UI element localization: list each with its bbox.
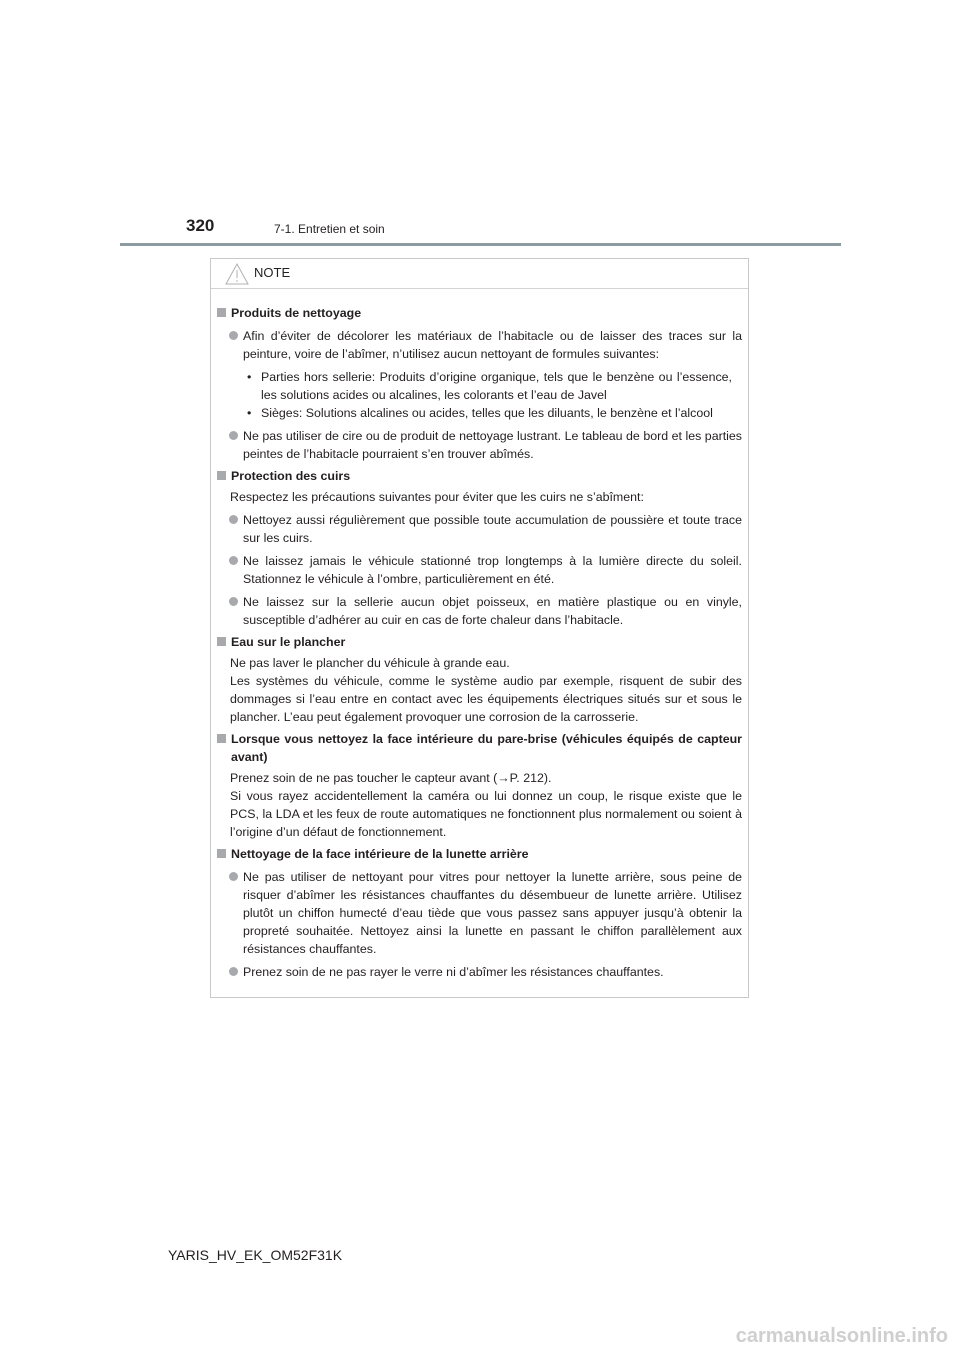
list-item: Nettoyez aussi régulièrement que possible toute accumulation de poussière et toute trace sur les cuirs.: [217, 511, 742, 547]
paragraph: Respectez les précautions suivantes pour éviter que les cuirs ne s’abîment:: [230, 490, 644, 504]
sub-list-item: • Sièges: Solutions alcalines ou acides, telles que les diluants, le benzène et l’alcool: [247, 406, 713, 420]
circle-bullet-icon: [229, 431, 238, 440]
square-bullet-icon: [217, 849, 226, 858]
square-bullet-icon: [217, 734, 226, 743]
square-bullet-icon: [217, 637, 226, 646]
page-number: 320: [186, 216, 215, 235]
circle-bullet-icon: [229, 556, 238, 565]
section-heading: Eau sur le plancher: [217, 633, 742, 651]
paragraph: Les systèmes du véhicule, comme le système audio par exemple, risquent de subir des dommages si l’eau entre en contact avec les équipements électriques situés sur et sous le plancher. L’eau peut également provoquer une corrosion de la carrosserie.: [230, 674, 742, 724]
paragraph: Prenez soin de ne pas toucher le capteur avant (→P. 212).: [230, 771, 552, 785]
square-bullet-icon: [217, 471, 226, 480]
section-heading: Produits de nettoyage: [217, 304, 742, 322]
document-code: YARIS_HV_EK_OM52F31K: [168, 1247, 343, 1263]
warning-triangle-icon: [225, 263, 249, 285]
note-header: [211, 259, 748, 289]
section-heading: Protection des cuirs: [217, 467, 742, 485]
header-rule: [120, 243, 841, 246]
paragraph: Si vous rayez accidentellement la caméra ou lui donnez un coup, le risque existe que le PCS, la LDA et les feux de route automatiques ne fonctionnent plus normalement ou soient à l’origine d’un défaut de fonctionnement.: [230, 789, 742, 839]
circle-bullet-icon: [229, 331, 238, 340]
list-item: Ne laissez jamais le véhicule stationné trop longtemps à la lumière directe du soleil. Stationnez le véhicule à l’ombre, particulièrement en été.: [217, 552, 742, 588]
list-item: Prenez soin de ne pas rayer le verre ni d’abîmer les résistances chauffantes.: [217, 963, 742, 981]
section-heading: Nettoyage de la face intérieure de la lunette arrière: [217, 845, 742, 863]
circle-bullet-icon: [229, 967, 238, 976]
list-item: Ne pas utiliser de cire ou de produit de nettoyage lustrant. Le tableau de bord et les parties peintes de l’habitacle pourraient s’en trouver abîmés.: [217, 427, 742, 463]
circle-bullet-icon: [229, 515, 238, 524]
sub-list-item: • Parties hors sellerie: Produits d’origine organique, tels que le benzène ou l’essence, les solutions acides ou alcalines, les colorants et l’eau de Javel: [247, 370, 732, 402]
circle-bullet-icon: [229, 597, 238, 606]
watermark: carmanualsonline.info: [735, 1325, 948, 1347]
list-item: Ne laissez sur la sellerie aucun objet poisseux, en matière plastique ou en vinyle, susceptible d’adhérer au cuir en cas de forte chaleur dans l’habitacle.: [217, 593, 742, 629]
section-title: 7-1. Entretien et soin: [274, 222, 385, 236]
note-body: [211, 289, 748, 981]
section-heading: Lorsque vous nettoyez la face intérieure du pare-brise (véhicules équipés de capteur avant): [217, 730, 742, 766]
paragraph: Ne pas laver le plancher du véhicule à grande eau.: [230, 656, 510, 670]
square-bullet-icon: [217, 308, 226, 317]
list-item: Afin d’éviter de décolorer les matériaux de l’habitacle ou de laisser des traces sur la peinture, voire de l’abîmer, n’utilisez aucun nettoyant de formules suivantes:: [217, 327, 742, 363]
note-title: NOTE: [254, 265, 291, 280]
list-item: Ne pas utiliser de nettoyant pour vitres pour nettoyer la lunette arrière, sous peine de risquer d’abîmer les résistances chauffantes du désembueur de lunette arrière. Utilisez plutôt un chiffon humecté d’eau tiède que vous passez sans appuyer jusqu’à obtenir la propreté souhaitée. Nettoyez ainsi la lunette en passant le chiffon parallèlement aux résistances chauffantes.: [217, 868, 742, 958]
note-box: [210, 258, 749, 998]
circle-bullet-icon: [229, 872, 238, 881]
